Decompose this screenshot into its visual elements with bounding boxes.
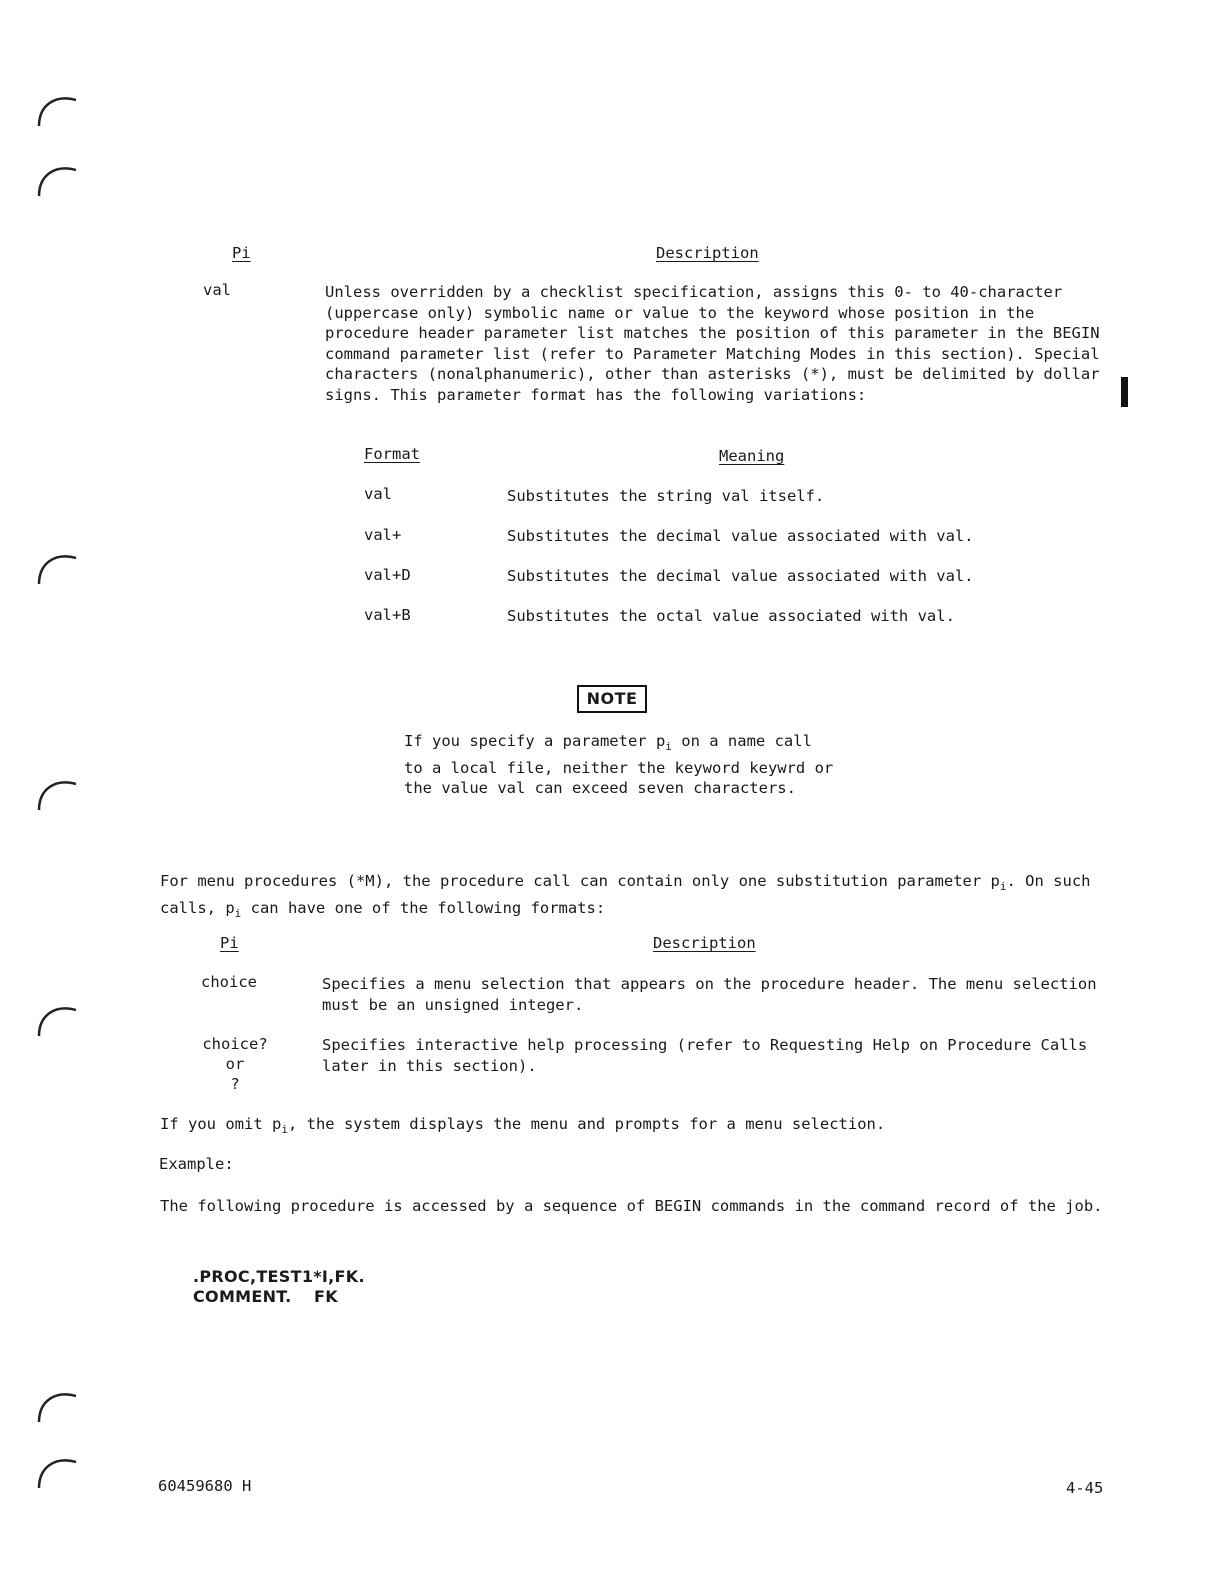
format-row-format: val+B — [364, 606, 411, 624]
table2-row-name: choice? or ? — [202, 1035, 268, 1093]
binder-hole-mark — [36, 546, 78, 586]
footer-doc-number: 60459680 H — [158, 1477, 252, 1495]
note-label: NOTE — [577, 685, 647, 713]
format-row-meaning: Substitutes the decimal value associated with val. — [507, 527, 974, 545]
format-row-format: val+D — [364, 566, 411, 584]
change-bar — [1121, 377, 1128, 407]
table2-row-description: Specifies a menu selection that appears on the procedure header. The menu selection must be an unsigned integer. — [322, 975, 1097, 1014]
format-table-header-format: Format — [364, 445, 420, 463]
format-row-format: val+ — [364, 526, 402, 544]
code-line: COMMENT. — [193, 1287, 292, 1306]
binder-hole-mark — [36, 1450, 78, 1490]
table2-row-description: Specifies interactive help processing (refer to Requesting Help on Procedure Calls later in this section). — [322, 1036, 1088, 1075]
table2-header-description: Description — [653, 934, 756, 952]
binder-hole-mark — [36, 158, 78, 198]
binder-hole-mark — [36, 772, 78, 812]
note-text: If you specify a parameter $p_i$ on a name call to a local file, neither the keyword keywrd or the value val can exceed seven characters. — [404, 732, 834, 798]
binder-hole-mark — [36, 88, 78, 128]
code-line: .PROC,TEST1*I,FK. — [193, 1267, 365, 1286]
format-row-meaning: Substitutes the octal value associated with val. — [507, 607, 955, 625]
table1-header-pi: Pi — [232, 244, 251, 262]
table2-header-pi: Pi — [220, 934, 239, 952]
example-paragraph: The following procedure is accessed by a sequence of BEGIN commands in the command record of the job. — [160, 1197, 1103, 1215]
binder-hole-mark — [36, 998, 78, 1038]
format-row-format: val — [364, 485, 392, 503]
menu-intro-paragraph: For menu procedures (*M), the procedure call can contain only one substitution parameter $p_i$. On such calls, $p_i$ can have one of the following formats: — [160, 872, 1091, 920]
table1-row-description: Unless overridden by a checklist specification, assigns this 0- to 40-character (uppercase only) symbolic name or value to the keyword whose position in the procedure header parameter list matches the position of this parameter in the BEGIN command parameter list (refer to Parameter Matching Modes in this section). Special characters (nonalphanumeric), other than asterisks (*), must be delimited by dollar signs. This parameter format has the following variations: — [325, 283, 1100, 404]
code-line: FK — [314, 1287, 338, 1306]
table1-row-name: val — [203, 281, 231, 299]
footer-page-number: 4-45 — [1066, 1479, 1104, 1497]
omit-paragraph: If you omit $p_i$, the system displays the menu and prompts for a menu selection. — [160, 1115, 886, 1137]
binder-hole-mark — [36, 1384, 78, 1424]
format-table-header-meaning: Meaning — [719, 447, 785, 465]
table2-row-name: choice — [201, 973, 257, 991]
table1-header-description: Description — [656, 244, 759, 262]
format-row-meaning: Substitutes the string val itself. — [507, 487, 825, 505]
example-label: Example: — [159, 1155, 234, 1173]
format-row-meaning: Substitutes the decimal value associated with val. — [507, 567, 974, 585]
